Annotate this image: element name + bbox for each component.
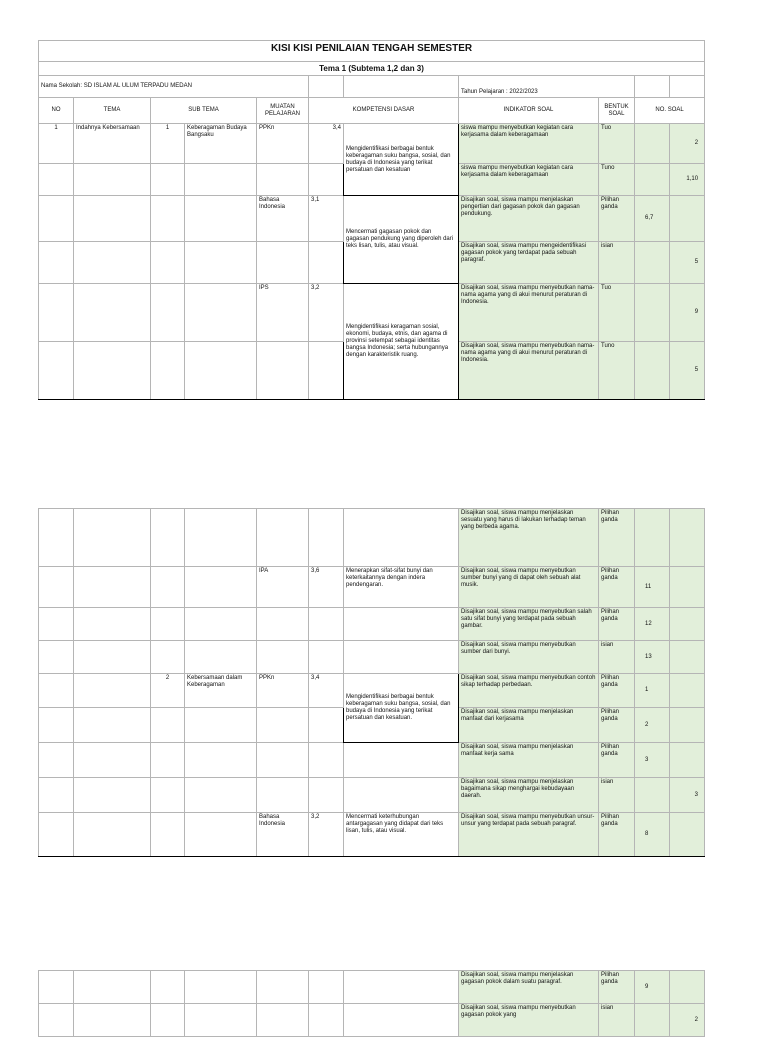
- kd-cell: Menerapkan sifat-sifat bunyi dan keterkaitannya dengan indera pendengaran.: [344, 567, 459, 608]
- soal-a-cell: 12: [635, 608, 670, 641]
- soal-a-cell: 13: [635, 641, 670, 674]
- table-row: [39, 567, 705, 608]
- table-row: [39, 813, 705, 857]
- soal-a-cell: [635, 242, 670, 284]
- soal-b-cell: 2: [670, 124, 705, 164]
- bentuk-cell: Pilihan ganda: [599, 509, 635, 567]
- academic-year: Tahun Pelajaran : 2022/2023: [459, 76, 635, 98]
- kd-cell: Mengidentifikasi berbagai bentuk keberagaman suku bangsa, sosial, dan budaya di Indonesia yang terikat persatuan dan kesatuan.: [344, 674, 459, 743]
- bentuk-cell: isian: [599, 1004, 635, 1037]
- muatan-cell: IPS: [257, 284, 309, 342]
- soal-a-cell: [635, 342, 670, 400]
- soal-b-cell: 1,10: [670, 164, 705, 196]
- soal-b-cell: [670, 509, 705, 567]
- soal-b-cell: 3: [670, 778, 705, 813]
- soal-b-cell: [670, 743, 705, 778]
- soal-a-cell: 8: [635, 813, 670, 857]
- indikator-cell: Disajikan soal, siswa mampu menyebutkan salah satu sifat bunyi yang terdapat pada sebuah gambar.: [459, 608, 599, 641]
- table-row: [39, 196, 705, 242]
- table-row: [39, 608, 705, 641]
- soal-a-cell: 11: [635, 567, 670, 608]
- soal-b-cell: 5: [670, 342, 705, 400]
- bentuk-cell: Tuno: [599, 342, 635, 400]
- bentuk-cell: isian: [599, 778, 635, 813]
- bentuk-cell: Pilihan ganda: [599, 971, 635, 1004]
- bentuk-cell: Pilihan ganda: [599, 196, 635, 242]
- subtema-cell: Kebersamaan dalam Keberagaman: [185, 674, 257, 708]
- header-subtema: SUB TEMA: [151, 98, 257, 124]
- header-tema: TEMA: [74, 98, 151, 124]
- kd-cell: Mengidentifikasi keragaman sosial, ekonomi, budaya, etnis, dan agama di provinsi setempat sebagai identitas bangsa Indonesia; serta hubungannya dengan karakteristik ruang.: [344, 284, 459, 400]
- header-indikator: INDIKATOR SOAL: [459, 98, 599, 124]
- indikator-cell: Disajikan soal, siswa mampu menyebutkan nama- nama agama yang di akui menurut peraturan di Indonesia.: [459, 342, 599, 400]
- bentuk-cell: Tuo: [599, 284, 635, 342]
- indikator-cell: Disajikan soal, siswa mampu menyebutkan sumber bunyi yang di dapat oleh sebuah alat musik.: [459, 567, 599, 608]
- subtema-no: 2: [151, 674, 185, 708]
- soal-a-cell: [635, 124, 670, 164]
- soal-b-cell: [670, 813, 705, 857]
- bentuk-cell: Pilihan ganda: [599, 813, 635, 857]
- indikator-cell: Disajikan soal, siswa mampu menyebutkan gagasan pokok yang: [459, 1004, 599, 1037]
- kd-cell: Mencermati gagasan pokok dan gagasan pendukung yang diperoleh dari teks lisan, tulis, atau visual.: [344, 196, 459, 284]
- subtema-no: 1: [151, 124, 185, 164]
- soal-a-cell: [635, 778, 670, 813]
- header-no-soal: NO. SOAL: [635, 98, 705, 124]
- soal-a-cell: [635, 1004, 670, 1037]
- table-row: [39, 124, 705, 164]
- indikator-cell: Disajikan soal, siswa mampu menjelaskan manfaat kerja sama: [459, 743, 599, 778]
- indikator-cell: Disajikan soal, siswa mampu menjelaskan gagasan pokok dalam suatu paragraf.: [459, 971, 599, 1004]
- indikator-cell: Disajikan soal, siswa mampu menyebutkan contoh sikap terhadap perbedaan.: [459, 674, 599, 708]
- page-1: [38, 40, 704, 400]
- tema-cell: Indahnya Kebersamaan: [74, 124, 151, 164]
- bentuk-cell: Tuo: [599, 124, 635, 164]
- indikator-cell: siswa mampu menyebutkan kegiatan cara kerjasama dalam keberagamaan: [459, 164, 599, 196]
- soal-a-cell: 2: [635, 708, 670, 743]
- header-no: NO: [39, 98, 74, 124]
- soal-b-cell: [670, 674, 705, 708]
- indikator-cell: Disajikan soal, siswa mampu menyebutkan sumber dari bunyi.: [459, 641, 599, 674]
- indikator-cell: Disajikan soal, siswa mampu menjelaskan pengertian dari gagasan pokok dan gagasan pendukung.: [459, 196, 599, 242]
- indikator-cell: Disajikan soal, siswa mampu menjelaskan bagaimana sikap menghargai kebudayaan daerah.: [459, 778, 599, 813]
- soal-a-cell: [635, 164, 670, 196]
- kd-number: 3,4: [309, 124, 344, 164]
- soal-b-cell: 5: [670, 242, 705, 284]
- table-row: [39, 1004, 705, 1037]
- soal-b-cell: 9: [670, 284, 705, 342]
- soal-a-cell: 3: [635, 743, 670, 778]
- row-no: 1: [39, 124, 74, 164]
- kisi-kisi-table-page-1: [38, 40, 705, 400]
- document-title: KISI KISI PENILAIAN TENGAH SEMESTER: [39, 41, 705, 62]
- document-subtitle: Tema 1 (Subtema 1,2 dan 3): [39, 62, 705, 76]
- table-row: [39, 284, 705, 342]
- soal-a-cell: 9: [635, 971, 670, 1004]
- kd-number: 3,4: [309, 674, 344, 708]
- bentuk-cell: isian: [599, 641, 635, 674]
- soal-b-cell: [670, 608, 705, 641]
- muatan-cell: Bahasa Indonesia: [257, 196, 309, 242]
- soal-a-cell: 1: [635, 674, 670, 708]
- bentuk-cell: Pilihan ganda: [599, 708, 635, 743]
- soal-b-cell: [670, 971, 705, 1004]
- kd-number: 3,2: [309, 813, 344, 857]
- bentuk-cell: isian: [599, 242, 635, 284]
- table-row: [39, 778, 705, 813]
- bentuk-cell: Pilihan ganda: [599, 567, 635, 608]
- table-row: [39, 674, 705, 708]
- bentuk-cell: Tuno: [599, 164, 635, 196]
- muatan-cell: PPKn: [257, 674, 309, 708]
- bentuk-cell: Pilihan ganda: [599, 743, 635, 778]
- table-row: [39, 509, 705, 567]
- header-kompetensi-dasar: KOMPETENSI DASAR: [309, 98, 459, 124]
- indikator-cell: Disajikan soal, siswa mampu menyebutkan unsur- unsur yang terdapat pada sebuah paragraf.: [459, 813, 599, 857]
- soal-b-cell: [670, 708, 705, 743]
- kd-number: 3,2: [309, 284, 344, 342]
- soal-a-cell: 6,7: [635, 196, 670, 242]
- kd-number: 3,1: [309, 196, 344, 242]
- bentuk-cell: Pilihan ganda: [599, 674, 635, 708]
- soal-b-cell: 2: [670, 1004, 705, 1037]
- kisi-kisi-table-page-2: [38, 508, 705, 857]
- kisi-kisi-table-page-3: [38, 970, 705, 1037]
- indikator-cell: Disajikan soal, siswa mampu menjelaskan manfaat dari kerjasama: [459, 708, 599, 743]
- page-3: [38, 970, 704, 1037]
- table-row: [39, 641, 705, 674]
- indikator-cell: Disajikan soal, siswa mampu mengeidentifikasi gagasan pokok yang terdapat pada sebuah paragraf.: [459, 242, 599, 284]
- kd-number: 3,6: [309, 567, 344, 608]
- soal-a-cell: [635, 509, 670, 567]
- soal-b-cell: [670, 567, 705, 608]
- indikator-cell: siswa mampu menyebutkan kegiatan cara kerjasama dalam keberagamaan: [459, 124, 599, 164]
- kd-cell: Mengidentifikasi berbagai bentuk keberagaman suku bangsa, sosial, dan budaya di Indonesia yang terikat persatuan dan kesatuan: [344, 124, 459, 196]
- muatan-cell: IPA: [257, 567, 309, 608]
- header-muatan: MUATAN PELAJARAN: [257, 98, 309, 124]
- soal-a-cell: [635, 284, 670, 342]
- table-row: [39, 743, 705, 778]
- school-name: Nama Sekolah: SD ISLAM AL ULUM TERPADU MEDAN: [39, 76, 309, 98]
- soal-b-cell: [670, 196, 705, 242]
- muatan-cell: Bahasa Indonesia: [257, 813, 309, 857]
- soal-b-cell: [670, 641, 705, 674]
- page-2: [38, 508, 704, 857]
- muatan-cell: PPKn: [257, 124, 309, 164]
- header-bentuk: BENTUK SOAL: [599, 98, 635, 124]
- indikator-cell: Disajikan soal, siswa mampu menyebutkan nama- nama agama yang di akui menurut peraturan di Indonesia.: [459, 284, 599, 342]
- bentuk-cell: Pilihan ganda: [599, 608, 635, 641]
- kd-cell: Mencermati keterhubungan antargagasan yang didapat dari teks lisan, tulis, atau visual.: [344, 813, 459, 857]
- indikator-cell: Disajikan soal, siswa mampu menjelaskan sesuatu yang harus di lakukan terhadap teman yang berbeda agama.: [459, 509, 599, 567]
- table-row: [39, 971, 705, 1004]
- subtema-cell: Keberagaman Budaya Bangsaku: [185, 124, 257, 164]
